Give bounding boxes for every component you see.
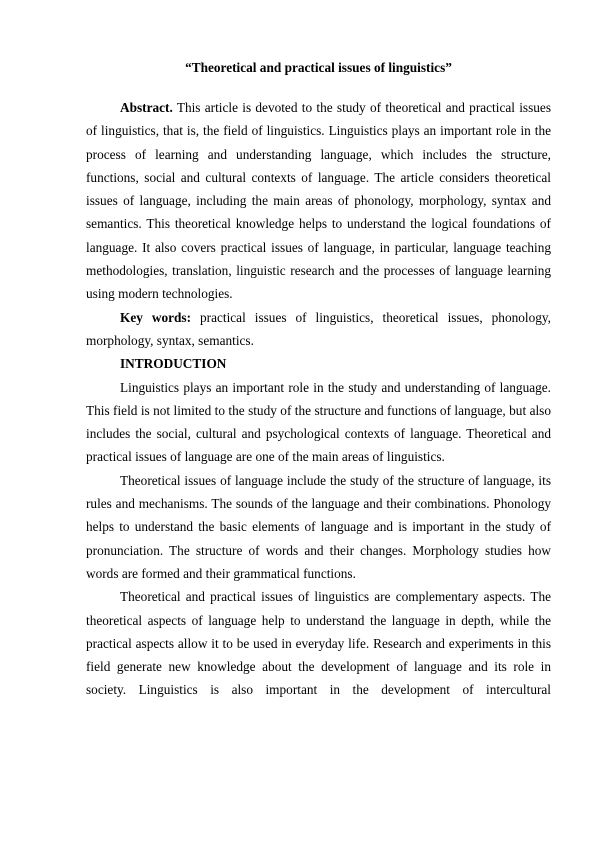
keywords-text: practical issues of linguistics, theoretical issues, phonology, morphology, syntax, semantics. <box>86 309 552 348</box>
intro-paragraph-2: Theoretical issues of language include the study of the structure of language, its rules and mechanisms. The sounds of the language and their combinations. Phonology helps to understand the basic elements of language and is important in the study of pronunciation. The structure of words and their changes. Morphology studies how words are formed and their grammatical functions. <box>86 472 551 581</box>
introduction-heading: INTRODUCTION <box>120 356 227 372</box>
abstract-text: This article is devoted to the study of theoretical and practical issues of linguistics, that is, the field of linguistics. Linguistics plays an important role in the process of learning and understanding language, which includes the structure, functions, social and cultural contexts of language. The article considers theoretical issues of language, including the main areas of phonology, morphology, syntax and semantics. This theoretical knowledge helps to understand the logical foundations of language. It also covers practical issues of language, in particular, language teaching methodologies, translation, linguistic research and the processes of language learning using modern technologies. <box>86 100 551 302</box>
keywords-paragraph <box>86 306 551 353</box>
intro-paragraph-3: Theoretical and practical issues of linguistics are complementary aspects. The theoretical aspects of language help to understand the language in depth, while the practical aspects allow it to be used in everyday life. Research and experiments in this field generate new knowledge about the development of language and its role in society. Linguistics is also important in the development of intercultural <box>86 589 551 698</box>
intro-paragraph-1: Linguistics plays an important role in the study and understanding of language. This field is not limited to the study of the structure and functions of language, but also includes the social, cultural and psychological contexts of language. Theoretical and practical issues of language are one of the main areas of linguistics. <box>86 379 551 465</box>
abstract-label: Abstract. <box>120 100 173 115</box>
article-title: “Theoretical and practical issues of linguistics” <box>185 60 452 75</box>
keywords-label: Key words: <box>120 309 192 325</box>
abstract-paragraph <box>86 96 551 306</box>
